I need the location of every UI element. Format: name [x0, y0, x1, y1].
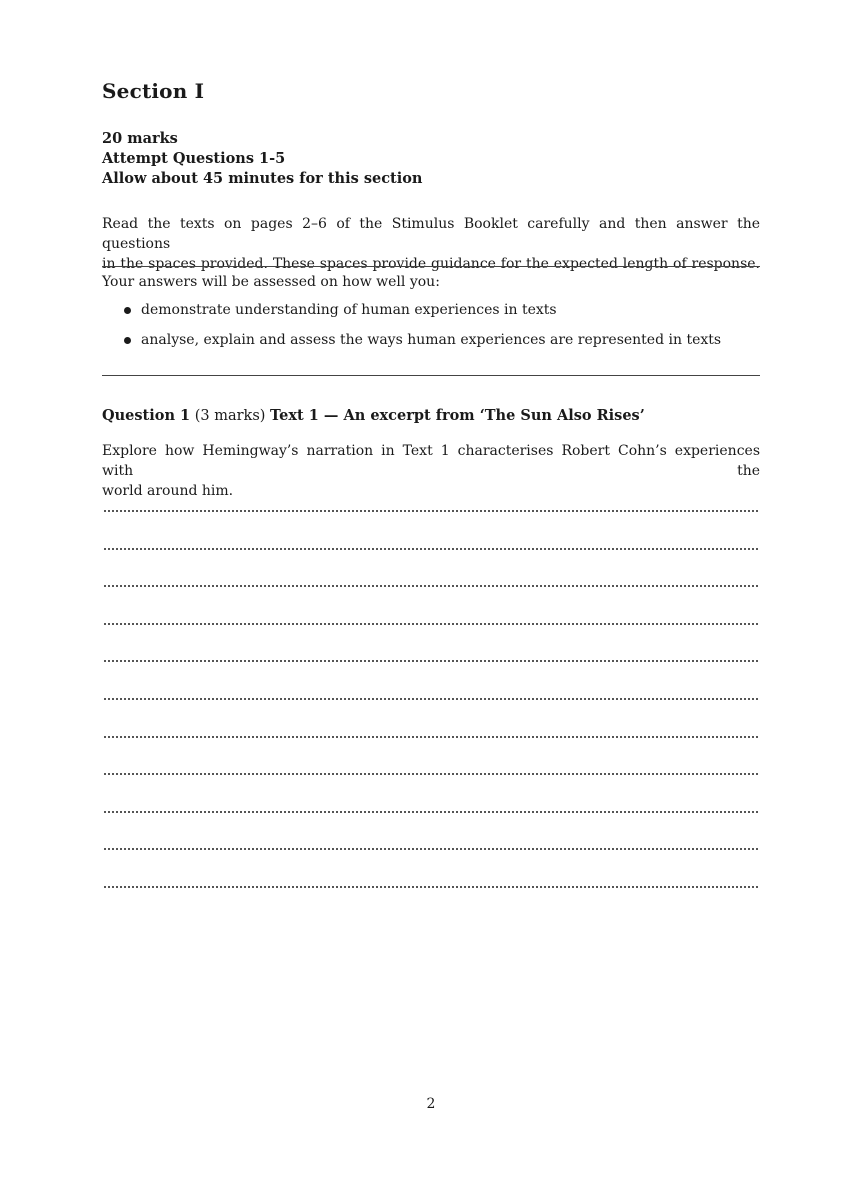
assessment-lead: Your answers will be assessed on how well you: [102, 274, 440, 290]
section-attempt: Attempt Questions 1-5 [102, 150, 286, 167]
instructions-line-1: Read the texts on pages 2–6 of the Stimulus Booklet carefully and then answer the questions [102, 216, 760, 252]
question-prompt [102, 441, 760, 501]
page-number: 2 [426, 1096, 436, 1112]
bullet-icon [124, 307, 131, 314]
answer-line[interactable] [104, 886, 758, 888]
answer-line[interactable] [104, 773, 758, 775]
answer-line[interactable] [104, 698, 758, 700]
instructions-line-2: in the spaces provided. These spaces provide guidance for the expected length of response. [102, 256, 760, 272]
answer-line[interactable] [104, 623, 758, 625]
question-prompt-line-2: world around him. [102, 483, 234, 499]
question-marks: (3 marks) [194, 408, 266, 424]
criterion-item [124, 330, 721, 360]
answer-line[interactable] [104, 548, 758, 550]
assessment-criteria [124, 300, 721, 360]
divider-bottom [102, 375, 760, 376]
criterion-item [124, 300, 721, 330]
answer-line[interactable] [104, 585, 758, 587]
question-prompt-line-1: Explore how Hemingway’s narration in Text 1 characterises Robert Cohn’s experiences with the [102, 443, 760, 479]
section-meta [102, 129, 422, 189]
bullet-icon [124, 337, 131, 344]
section-marks: 20 marks [102, 130, 178, 147]
question-text-ref: Text 1 — An excerpt from ‘The Sun Also Rises’ [270, 407, 645, 424]
criterion-text: analyse, explain and assess the ways human experiences are represented in texts [141, 332, 722, 348]
answer-line[interactable] [104, 736, 758, 738]
answer-line[interactable] [104, 811, 758, 813]
criterion-text: demonstrate understanding of human experiences in texts [141, 302, 557, 318]
divider-top [102, 266, 760, 267]
question-label: Question 1 [102, 407, 191, 424]
instructions [102, 214, 760, 274]
answer-line[interactable] [104, 660, 758, 662]
section-title: Section I [102, 79, 205, 103]
answer-line[interactable] [104, 510, 758, 512]
section-time: Allow about 45 minutes for this section [102, 170, 423, 187]
answer-line[interactable] [104, 848, 758, 850]
question-heading [102, 406, 645, 426]
